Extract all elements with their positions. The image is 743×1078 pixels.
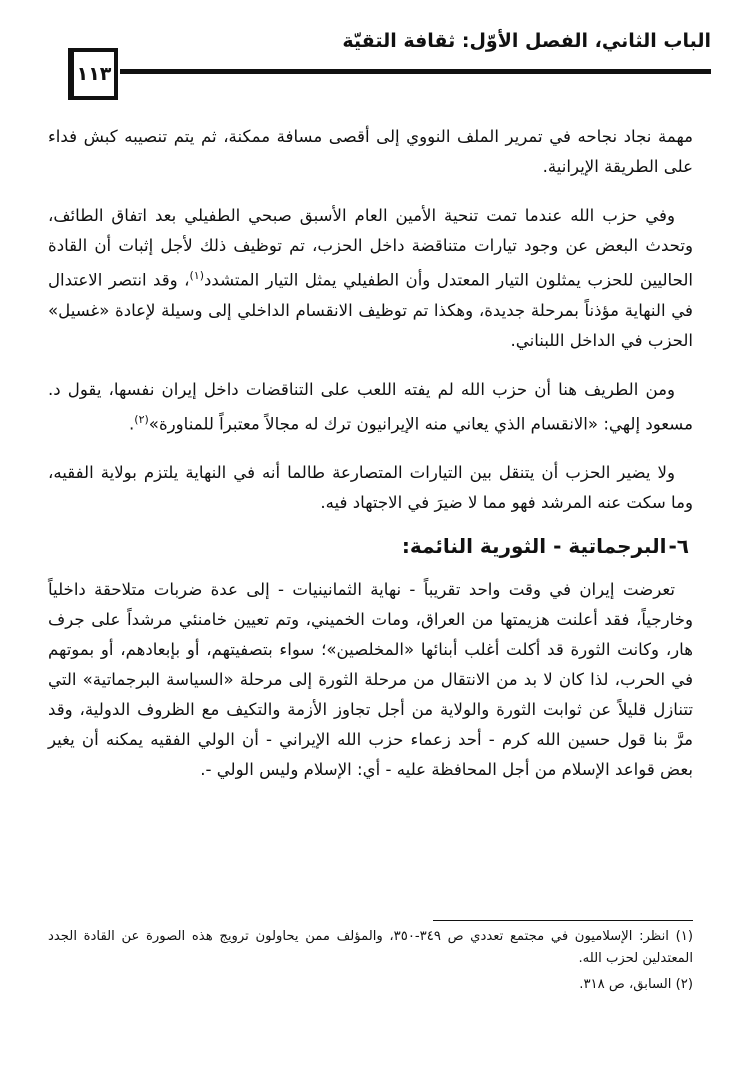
paragraph-3 bbox=[48, 375, 693, 440]
section-heading-title: البرجماتية - الثورية النائمة: bbox=[401, 534, 667, 559]
paragraph-1: مهمة نجاد نجاحه في تمرير الملف النووي إلى أقصى مسافة ممكنة، ثم يتم تنصيبه كبش فداء على الطريقة الإيرانية. bbox=[48, 127, 693, 176]
footnotes bbox=[48, 926, 693, 1000]
paragraph-4: ولا يضير الحزب أن يتنقل بين التيارات المتصارعة طالما أنه في النهاية يلتزم بولاية الفقيه، وما سكت عنه المرشد فهو مما لا ضيرَ في الاجتهاد فيه. bbox=[48, 463, 693, 513]
main-text bbox=[48, 122, 693, 804]
paragraph-3-text-a: ومن الطريف هنا أن حزب الله لم يفته اللعب على التناقضات داخل إيران نفسها، يقول د. مسعود إلهي: «الانقسام الذي يعاني منه الإيرانيون ترك له مجالاً معتبراً للمناورة» bbox=[48, 379, 693, 434]
paragraph-2 bbox=[48, 201, 693, 356]
section-heading-number: ٦- bbox=[668, 534, 689, 559]
footnote-1: (١) انظر: الإسلاميون في مجتمع تعددي ص ٣٤٩-٣٥٠، والمؤلف ممن يحاولون ترويج هذه الصورة عن القادة الجدد المعتدلين لحزب الله. bbox=[48, 929, 693, 966]
footnote-ref-1: (١) bbox=[189, 269, 205, 282]
footnote-separator bbox=[433, 920, 693, 921]
running-head-title: الباب الثاني، الفصل الأوّل: ثقافة التقيّة bbox=[342, 30, 711, 52]
footnote-ref-2: (٢) bbox=[134, 412, 149, 426]
footnote-2: (٢) السابق، ص ٣١٨. bbox=[579, 977, 693, 992]
section-heading bbox=[48, 531, 693, 561]
header-rule bbox=[120, 69, 711, 74]
paragraph-2-text-b: ، وقد انتصر الاعتدال في النهاية مؤذناً بمرحلة جديدة، وهكذا تم توظيف الانقسام الداخلي إلى وسيلة لإعادة «غسيل» الحزب في الداخل اللبناني. bbox=[48, 270, 693, 350]
paragraph-3-text-b: . bbox=[129, 414, 135, 434]
page-number-box bbox=[68, 48, 118, 100]
paragraph-5: تعرضت إيران في وقت واحد تقريباً - نهاية الثمانينيات - إلى عدة ضربات متلاحقة داخلياً وخارجياً، فقد أعلنت هزيمتها من العراق، ومات الخميني، وتم تعيين خامنئي مرشداً على جرف هار، وكانت الثورة قد أكلت أغلب أبنائها «المخلصين»؛ سواء بتصفيتهم، أو بإبعادهم، أو بموتهم في الحرب، لذا كان لا بد من الانتقال من مرحلة الثورة إلى مرحلة «السياسة البرجماتية» التي تتنازل قليلاً عن ثوابت الثورة والولاية من أجل تجاوز الأزمة والتكيف مع الظروف الدولية، وقد مرَّ بنا قول حسين الله كرم - أحد زعماء حزب الله الإيراني - أن الولي الفقيه يمكنه أن يغير بعض قواعد الإسلام من أجل المحافظة عليه - أي: الإسلام وليس الولي -. bbox=[48, 580, 693, 780]
page-number: ١١٣ bbox=[76, 63, 112, 85]
paragraph-2-text-a: وفي حزب الله عندما تمت تنحية الأمين العام الأسبق صبحي الطفيلي بعد اتفاق الطائف، وتحدث البعض عن وجود تيارات متناقضة داخل الحزب، تم توظيف ذلك لأجل إثبات أن القادة الحاليين للحزب يمثلون التيار المعتدل وأن الطفيلي يمثل التيار المتشدد bbox=[48, 206, 693, 290]
